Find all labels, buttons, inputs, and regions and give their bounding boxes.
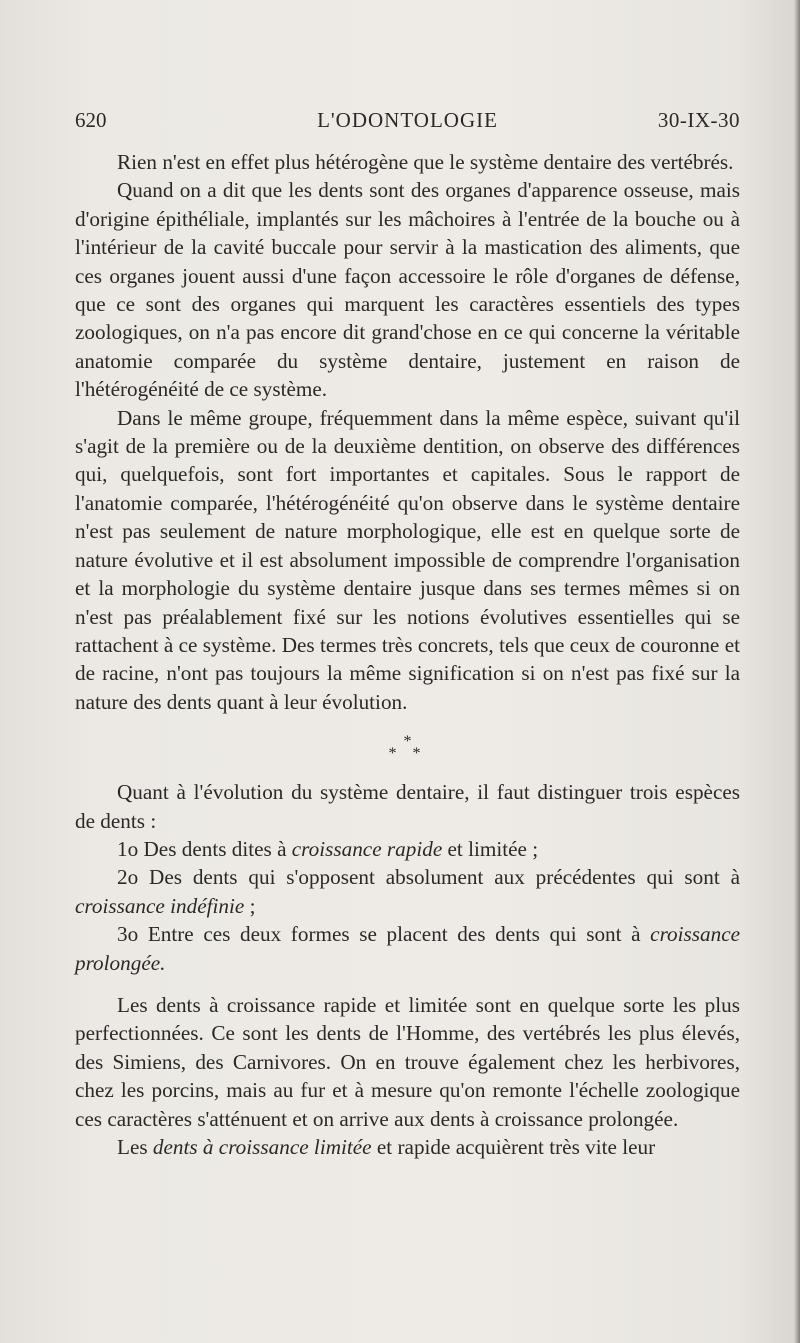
list-item-number: 3o — [117, 922, 139, 947]
list-item-text: Des dents qui s'opposent absolument aux précédentes qui sont à — [149, 865, 740, 890]
list-item — [75, 920, 740, 977]
list-item — [75, 835, 740, 863]
asterism-top: * — [403, 733, 412, 751]
paragraph — [75, 1133, 740, 1161]
paragraph: Dans le même groupe, fréquemment dans la même espèce, suivant qu'il s'agit de la première ou de la deuxième dentition, on observe des différences qui, quelquefois, sont fort importantes et capitales. Sous le rapport de l'anatomie comparée, l'hétérogénéité qu'on observe dans le système dentaire n'est pas seulement de nature morphologique, elle est en quelque sorte de nature évolutive et il est absolument impossible de comprendre l'organisation et la morphologie du système dentaire jusque dans ses termes mêmes si on n'est pas préalablement fixé sur les notions évolutives essentielles qui se rattachent à ce système. Des termes très concrets, tels que ceux de couronne et de racine, n'ont pas toujours la même signification si on n'est pas fixé sur la nature des dents quant à leur évolution. — [75, 405, 740, 714]
list-item-text: Des dents dites à — [143, 836, 292, 861]
paragraph: Quand on a dit que les dents sont des organes d'apparence osseuse, mais d'origine épithéliale, implantés sur les mâchoires à l'entrée de la bouche ou à l'intérieur de la cavité buccale pour servir à la mastication des aliments, que ces organes jouent aussi d'une façon accessoire le rôle d'organes de défense, que ce sont des organes qui marquent les caractères essentiels des types zoologiques, on n'a pas encore dit grand'chose en ce qui concerne la véritable anatomie comparée du système dentaire, justement en raison de l'hétérogénéité de ce système. — [75, 178, 740, 402]
paragraph: Quant à l'évolution du système dentaire, il faut distinguer trois espèces de dents : — [75, 780, 740, 833]
asterism-bottom: * * — [388, 745, 427, 763]
page-edge-shadow — [794, 0, 800, 1343]
paragraph-text: et rapide acquièrent très vite leur — [371, 1135, 656, 1159]
list-item-text: ; — [244, 893, 256, 918]
emphasis: dents à croissance limitée — [152, 1135, 372, 1159]
list-item-number: 1o — [117, 836, 139, 861]
paragraph-text: Les — [117, 1135, 153, 1159]
list-item-text: Entre ces deux formes se placent des dents qui sont à — [147, 922, 651, 947]
paragraph: Rien n'est en effet plus hétérogène que le système dentaire des vertébrés. — [117, 150, 734, 174]
journal-title: L'ODONTOLOGIE — [317, 108, 498, 132]
emphasis: croissance indéfinie — [75, 893, 245, 918]
issue-date: 30-IX-30 — [657, 108, 740, 132]
list-item-text: et limitée ; — [442, 836, 539, 861]
running-header — [75, 108, 740, 136]
emphasis: croissance rapide — [291, 836, 443, 861]
page-number: 620 — [75, 108, 107, 132]
list-item — [75, 863, 740, 920]
paragraph: Les dents à croissance rapide et limitée sont en quelque sorte les plus perfectionnées. Ce sont les dents de l'Homme, des vertébrés les plus élevés, des Simiens, des Carnivores. On en trouve également chez les herbivores, chez les porcins, mais au fur et à mesure qu'on remonte l'échelle zoologique ces caractères s'atténuent et on arrive aux dents à croissance prolongée. — [75, 992, 740, 1131]
emphasis: croissance prolongée. — [75, 922, 741, 975]
body-text — [75, 148, 740, 1161]
list-item-number: 2o — [117, 865, 139, 890]
asterism-separator — [75, 716, 740, 778]
